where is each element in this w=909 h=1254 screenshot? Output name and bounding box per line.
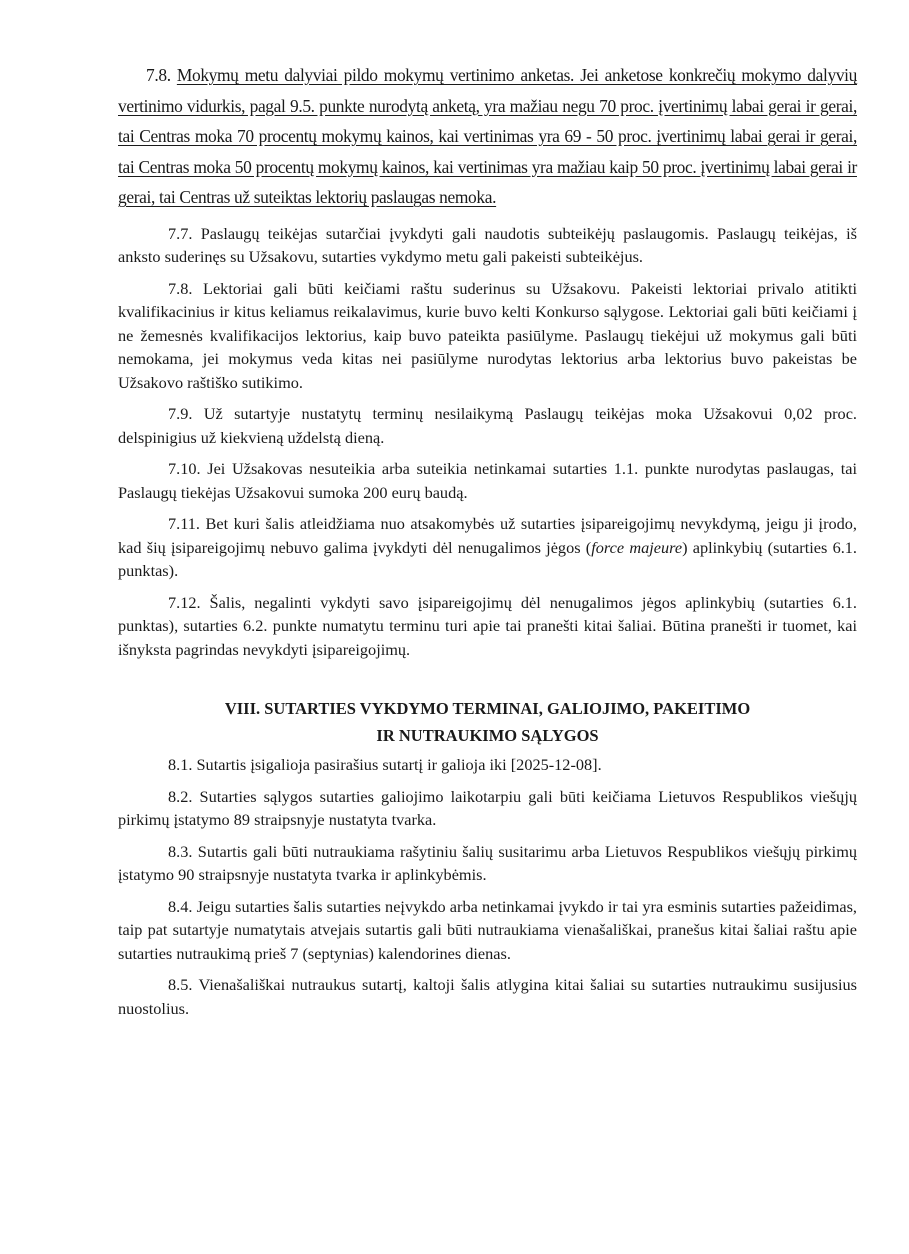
section-heading-line2: IR NUTRAUKIMO SĄLYGOS [376,726,599,745]
clause-text: Mokymų metu dalyviai pildo mokymų vertinimo anketas. Jei anketose konkrečių mokymo dalyvių vertinimo vidurkis, pagal 9.5. punkte nurodytą anketą, yra mažiau negu 70 proc. įvertinimų labai gerai ir gerai, tai Centras moka 70 procentų mokymų kainos, kai vertinimas yra 69 - 50 proc. įvertinimų labai gerai ir gerai, tai Centras moka 50 procentų mokymų kainos, kai vertinimas yra mažiau kaip 50 proc. įvertinimų labai gerai ir gerai, tai Centras už suteiktas lektorių paslaugas nemoka. [118,65,858,207]
clause-7-7: 7.7. Paslaugų teikėjas sutarčiai įvykdyti gali naudotis subteikėjų paslaugomis. Paslaugų teikėjas, iš anksto suderinęs su Užsakovu, sutarties vykdymo metu gali pakeisti subteikėjus. [118,223,857,266]
document-page [118,60,857,1020]
section-heading-line1: VIII. SUTARTIES VYKDYMO TERMINAI, GALIOJIMO, PAKEITIMO [224,699,751,718]
clause-7-9: 7.9. Už sutartyje nustatytų terminų nesilaikymą Paslaugų teikėjas moka Užsakovui 0,02 proc. delspinigius už kiekvieną uždelstą dieną. [118,404,857,447]
clause-8-1: 8.1. Sutartis įsigalioja pasirašius sutartį ir galioja iki [2025-12-08]. [168,755,602,774]
clause-text: 7.11. Bet kuri šalis atleidžiama nuo atsakomybės už sutarties įsipareigojimų nevykdymą, jeigu ji įrodo, kad šių įsipareigojimų nebuvo galima įvykdyti dėl nenugalimos jėgos ( [118,514,857,557]
clause-8-5: 8.5. Vienašališkai nutraukus sutartį, kaltoji šalis atlygina kitai šaliai su sutarties nutraukimu susijusius nuostolius. [118,975,857,1018]
clause-7-10: 7.10. Jei Užsakovas nesuteikia arba suteikia netinkamai sutarties 1.1. punkte nurodytas paslaugas, tai Paslaugų tiekėjas Užsakovui sumoka 200 eurų baudą. [118,459,857,502]
clause-number: 7.8. [146,65,171,85]
clause-8-2: 8.2. Sutarties sąlygos sutarties galiojimo laikotarpiu gali būti keičiama Lietuvos Respublikos viešųjų pirkimų įstatymo 89 straipsnyje nustatyta tvarka. [118,786,857,829]
force-majeure-term: force majeure [591,537,683,557]
clause-7-11 [118,512,857,583]
section-heading [118,695,857,749]
clause-text: ) aplinkybių (sutarties 6.1. punktas). [118,537,857,580]
clause-8-4: 8.4. Jeigu sutarties šalis sutarties neįvykdo arba netinkamai įvykdo ir tai yra esminis sutarties pažeidimas, taip pat sutartyje numatytais atvejais sutartis gali būti nutraukiama vienašališkai, pranešus kitai šaliai raštu apie sutarties nutraukimą prieš 7 (septynias) kalendorines dienas. [118,896,857,963]
clause-7-8: 7.8. Lektoriai gali būti keičiami raštu suderinus su Užsakovu. Pakeisti lektoriai privalo atitikti kvalifikacinius ir kitus keliamus reikalavimus, kurie buvo kelti Konkurso sąlygose. Lektoriai gali būti keičiami į ne žemesnės kvalifikacijos lektorius, kaip buvo pateikta pasiūlyme. Paslaugų tiekėjui už mokymus gali būti nemokama, jei mokymus veda kitas nei pasiūlyme nurodytas lektorius arba lektorius buvo pakeistas be Užsakovo raštiško sutikimo. [118,278,857,392]
clause-8-3: 8.3. Sutartis gali būti nutraukiama rašytiniu šalių susitarimu arba Lietuvos Respublikos viešųjų pirkimų įstatymo 90 straipsnyje nustatyta tvarka ir aplinkybėmis. [118,841,857,884]
clause-7-12: 7.12. Šalis, negalinti vykdyti savo įsipareigojimų dėl nenugalimos jėgos aplinkybių (sutarties 6.1. punktas), sutarties 6.2. punkte numatytu terminu turi apie tai pranešti kitai šaliai. Būtina pranešti ir tuomet, kai išnyksta pagrindas nevykdyti įsipareigojimų. [118,592,857,659]
clause-7-8-underlined [118,60,857,213]
